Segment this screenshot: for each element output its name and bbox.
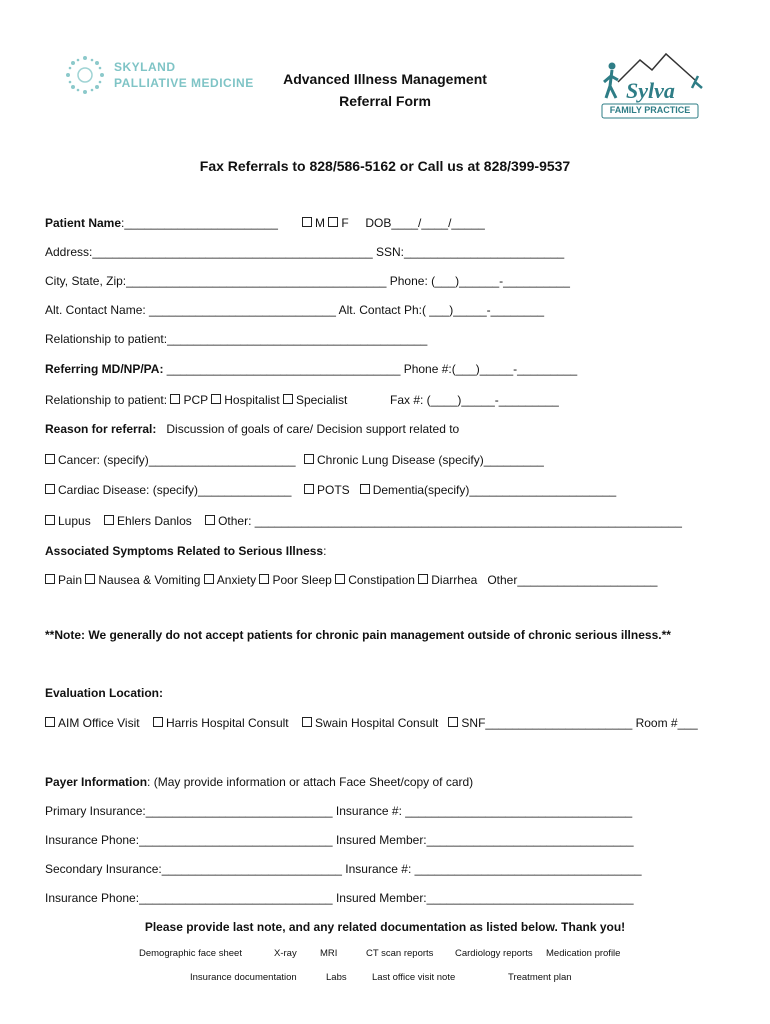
dementia-checkbox[interactable] <box>360 484 370 494</box>
sylva-logo-line2: FAMILY PRACTICE <box>609 105 691 115</box>
payer-heading <box>45 775 473 790</box>
pain-checkbox[interactable] <box>45 574 55 584</box>
note-text: **Note: We generally do not accept patients for chronic pain management outside of chronic serious illness.** <box>45 628 671 642</box>
symptom-item: Poor Sleep <box>272 573 332 587</box>
symptom-item: Pain <box>58 573 83 587</box>
sex-dob-row <box>302 216 485 231</box>
footer-please: Please provide last note, and any related documentation as listed below. Thank you! <box>144 920 626 934</box>
cardiac-checkbox[interactable] <box>45 484 55 494</box>
male-label: M <box>315 216 325 230</box>
doc-item: X-ray <box>274 948 297 959</box>
primary-insurance-row[interactable]: Primary Insurance:____________________________ Insurance #: __________________________________ <box>45 804 633 818</box>
lupus-label: Lupus <box>58 514 91 528</box>
referring-relationship-label: Relationship to patient: <box>45 393 168 407</box>
symptom-item: Nausea & Vomiting <box>98 573 201 587</box>
symptoms-label: Associated Symptoms Related to Serious Illness <box>45 544 324 558</box>
snf-field[interactable]: SNF______________________ Room #___ <box>461 716 698 730</box>
specialist-label: Specialist <box>295 393 348 407</box>
evaluation-label: Evaluation Location: <box>45 686 164 700</box>
dementia-label[interactable]: Dementia(specify)______________________ <box>372 483 617 497</box>
pots-label: POTS <box>317 483 350 497</box>
anxiety-checkbox[interactable] <box>204 574 214 584</box>
patient-name-field[interactable]: :_______________________ <box>121 216 278 230</box>
address-row[interactable]: Address:__________________________________________ SSN:________________________ <box>45 245 565 259</box>
city-row[interactable]: City, State, Zip:_______________________________________ Phone: (___)______-__________ <box>45 274 570 288</box>
lung-checkbox[interactable] <box>304 454 314 464</box>
reason-row-cancer <box>45 453 296 468</box>
referring-label: Referring MD/NP/PA: <box>45 362 164 376</box>
referring-row <box>45 362 577 377</box>
nausea-checkbox[interactable] <box>85 574 95 584</box>
other-checkbox[interactable] <box>205 515 215 525</box>
payer-label: Payer Information <box>45 775 148 789</box>
aim-label: AIM Office Visit <box>58 716 140 730</box>
pcp-label: PCP <box>183 393 208 407</box>
sleep-checkbox[interactable] <box>259 574 269 584</box>
form-title: Advanced Illness Management <box>283 71 487 87</box>
specialist-checkbox[interactable] <box>283 394 293 404</box>
cancer-label[interactable]: Cancer: (specify)______________________ <box>58 453 296 467</box>
reason-row-lupus <box>45 514 682 529</box>
reason-label: Reason for referral: <box>45 422 157 436</box>
evaluation-row <box>45 716 698 731</box>
female-checkbox[interactable] <box>328 217 338 227</box>
doc-item: Treatment plan <box>508 972 572 983</box>
harris-label: Harris Hospital Consult <box>165 716 289 730</box>
doc-item: Demographic face sheet <box>139 948 242 959</box>
symptoms-heading <box>45 544 326 559</box>
doc-item: Last office visit note <box>372 972 456 983</box>
snf-checkbox[interactable] <box>448 717 458 727</box>
fax-field[interactable]: Fax #: (____)_____-_________ <box>390 393 559 407</box>
symptoms-row <box>45 573 657 588</box>
harris-checkbox[interactable] <box>153 717 163 727</box>
male-checkbox[interactable] <box>302 217 312 227</box>
secondary-insurance-row[interactable]: Secondary Insurance:___________________________ Insurance #: __________________________________ <box>45 862 642 876</box>
insurance-phone-row[interactable]: Insurance Phone:_____________________________ Insured Member:_______________________________ <box>45 833 634 847</box>
reason-row-cardiac <box>45 483 291 498</box>
reason-text: Discussion of goals of care/ Decision support related to <box>166 422 460 436</box>
reason-row-pots <box>304 483 616 498</box>
insurance-phone-row-2[interactable]: Insurance Phone:_____________________________ Insured Member:_______________________________ <box>45 891 634 905</box>
dob-field[interactable]: DOB____/____/_____ <box>365 216 485 230</box>
symptom-item: Constipation <box>348 573 415 587</box>
doc-item: Cardiology reports <box>455 948 533 959</box>
reason-row <box>45 422 459 437</box>
symptom-other-field[interactable]: Other_____________________ <box>487 573 658 587</box>
payer-sub: : (May provide information or attach Face Sheet/copy of card) <box>147 775 474 789</box>
referring-field[interactable]: ___________________________________ Phone #:(___)_____-_________ <box>163 362 578 376</box>
referring-relationship-row <box>45 393 347 408</box>
lupus-checkbox[interactable] <box>45 515 55 525</box>
doc-item: Insurance documentation <box>190 972 297 983</box>
doc-item: Labs <box>326 972 347 983</box>
sylva-logo-line1: Sylva <box>626 78 675 103</box>
fax-line: Fax Referrals to 828/586-5162 or Call us at 828/399-9537 <box>199 158 571 174</box>
diarrhea-checkbox[interactable] <box>418 574 428 584</box>
doc-item: Medication profile <box>546 948 621 959</box>
hospitalist-checkbox[interactable] <box>211 394 221 404</box>
other-label[interactable]: Other: ________________________________________________________________ <box>218 514 682 528</box>
cardiac-label[interactable]: Cardiac Disease: (specify)______________ <box>58 483 292 497</box>
swain-label: Swain Hospital Consult <box>315 716 439 730</box>
constipation-checkbox[interactable] <box>335 574 345 584</box>
relationship-row[interactable]: Relationship to patient:_______________________________________ <box>45 332 428 346</box>
aim-checkbox[interactable] <box>45 717 55 727</box>
patient-name-row <box>45 216 278 231</box>
skyland-logo-line1: SKYLAND <box>114 60 176 74</box>
doc-item: CT scan reports <box>366 948 434 959</box>
patient-name-label: Patient Name <box>45 216 122 230</box>
female-label: F <box>341 216 349 230</box>
reason-row-lung <box>304 453 544 468</box>
symptom-item: Diarrhea <box>431 573 478 587</box>
ehlers-checkbox[interactable] <box>104 515 114 525</box>
pots-checkbox[interactable] <box>304 484 314 494</box>
doc-item: MRI <box>320 948 338 959</box>
symptom-item: Anxiety <box>216 573 257 587</box>
lung-label[interactable]: Chronic Lung Disease (specify)_________ <box>317 453 544 467</box>
ehlers-label: Ehlers Danlos <box>117 514 192 528</box>
hospitalist-label: Hospitalist <box>224 393 280 407</box>
pcp-checkbox[interactable] <box>170 394 180 404</box>
cancer-checkbox[interactable] <box>45 454 55 464</box>
swain-checkbox[interactable] <box>302 717 312 727</box>
alt-contact-row[interactable]: Alt. Contact Name: ____________________________ Alt. Contact Ph:( ___)_____-________ <box>45 303 545 317</box>
skyland-logo-line2: PALLIATIVE MEDICINE <box>114 76 254 90</box>
form-subtitle: Referral Form <box>339 93 431 109</box>
symptoms-colon: : <box>323 544 327 558</box>
